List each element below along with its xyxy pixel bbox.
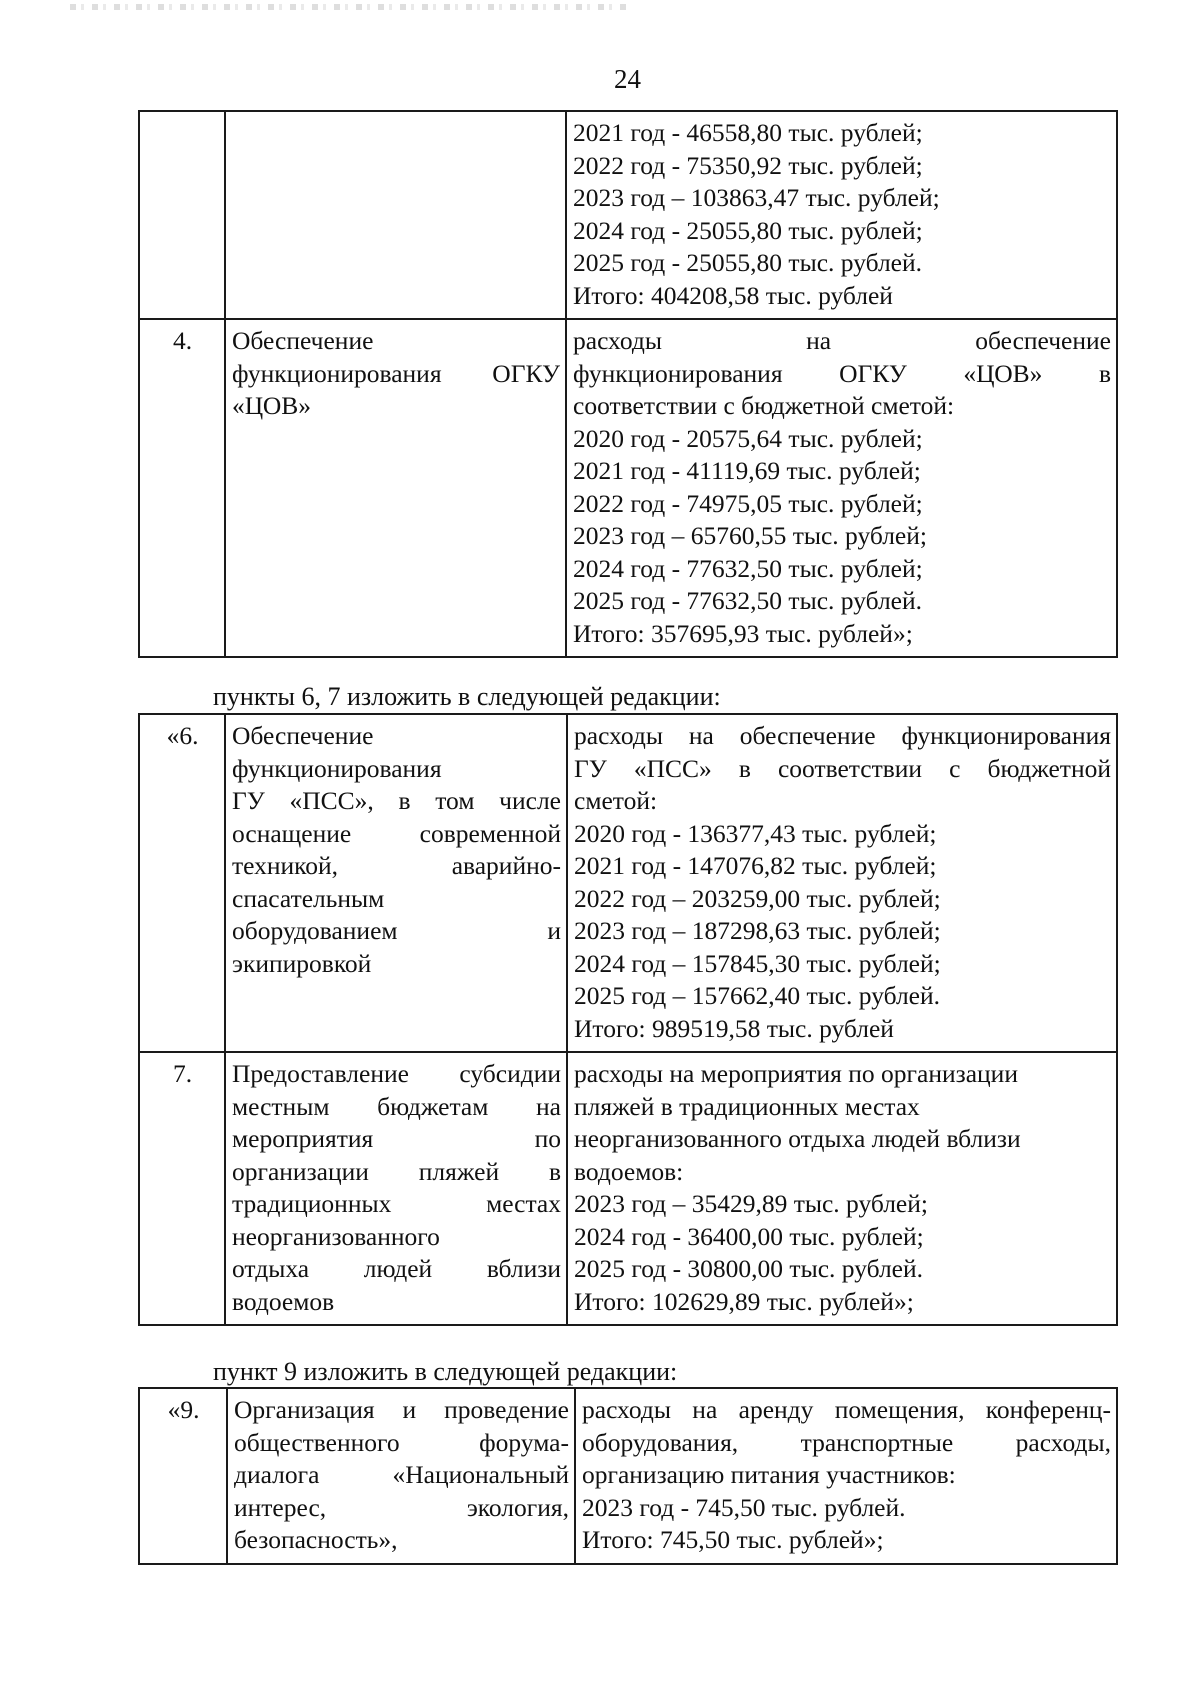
text-line: оборудованием и — [232, 916, 561, 945]
table-row — [139, 111, 1117, 319]
expense-description — [567, 1052, 1117, 1325]
text-line: расходы на аренду помещения, конференц- — [582, 1395, 1111, 1424]
text-line: расходы на обеспечение — [573, 326, 1111, 355]
row-number: «9. — [139, 1388, 227, 1564]
text-line: оснащение современной — [232, 818, 561, 848]
row-number: 4. — [139, 319, 225, 657]
text-line: 2024 год – 157845,30 тыс. рублей; — [574, 948, 941, 978]
measure-name — [225, 319, 566, 657]
table-row — [139, 1388, 1117, 1564]
text-line: 2025 год - 30800,00 тыс. рублей. — [574, 1254, 924, 1283]
expense-description — [567, 714, 1117, 1052]
text-line: экипировкой — [232, 948, 372, 978]
text-line: 2023 год – 187298,63 тыс. рублей; — [574, 916, 941, 945]
text-line: водоемов — [232, 1286, 335, 1316]
text-line: 2023 год - 745,50 тыс. рублей. — [582, 1492, 906, 1522]
text-line: Обеспечение — [232, 721, 374, 750]
text-line: интерес, экология, — [234, 1492, 569, 1522]
amendment-note: пункт 9 изложить в следующей редакции: — [213, 1357, 678, 1386]
text-line: функционирования ОГКУ — [232, 358, 560, 388]
text-line: 2023 год – 103863,47 тыс. рублей; — [573, 183, 940, 212]
text-line: 2020 год - 136377,43 тыс. рублей; — [574, 818, 937, 848]
text-line: 2023 год – 65760,55 тыс. рублей; — [573, 521, 927, 550]
text-line: 2022 год – 203259,00 тыс. рублей; — [574, 883, 941, 913]
text-line: пляжей в традиционных местах — [574, 1091, 920, 1121]
text-line: Итого: 989519,58 тыс. рублей — [574, 1013, 894, 1043]
row-number — [139, 111, 225, 319]
text-line: 2021 год - 147076,82 тыс. рублей; — [574, 851, 937, 880]
text-line: 2020 год - 20575,64 тыс. рублей; — [573, 423, 923, 453]
text-line: Организация и проведение — [234, 1395, 569, 1424]
text-line: 2022 год - 75350,92 тыс. рублей; — [573, 150, 923, 180]
text-line: безопасность», — [234, 1525, 398, 1554]
expense-description — [566, 319, 1117, 657]
text-line: 2021 год - 46558,80 тыс. рублей; — [573, 118, 923, 147]
text-line: общественного форума- — [234, 1427, 569, 1457]
amendment-note: пункты 6, 7 изложить в следующей редакции: — [213, 682, 721, 711]
text-line: 2024 год - 77632,50 тыс. рублей; — [573, 553, 923, 583]
text-line: оборудования, транспортные расходы, — [582, 1427, 1111, 1457]
measure-name — [227, 1388, 575, 1564]
table-row — [139, 319, 1117, 657]
text-line: местным бюджетам на — [232, 1091, 561, 1121]
row-number: «6. — [139, 714, 225, 1052]
text-line: организации пляжей в — [232, 1156, 561, 1186]
text-line: сметой: — [574, 786, 658, 815]
expenses-table-3 — [138, 1387, 1118, 1565]
text-line: мероприятия по — [232, 1124, 561, 1153]
expense-description — [575, 1388, 1117, 1564]
text-line: 2021 год - 41119,69 тыс. рублей; — [573, 456, 921, 485]
text-line: ГУ «ПСС» в соответствии с бюджетной — [574, 753, 1111, 783]
text-line: Обеспечение — [232, 326, 374, 355]
text-line: «ЦОВ» — [232, 391, 312, 420]
text-line: Предоставление субсидии — [232, 1059, 561, 1088]
text-line: техникой, аварийно- — [232, 851, 561, 880]
text-line: организацию питания участников: — [582, 1460, 956, 1489]
expenses-table-2 — [138, 713, 1118, 1326]
text-line: 2022 год - 74975,05 тыс. рублей; — [573, 488, 923, 518]
text-line: расходы на мероприятия по организации — [574, 1059, 1018, 1088]
measure-name — [225, 111, 566, 319]
page-number: 24 — [614, 64, 641, 94]
text-line: ГУ «ПСС», в том числе — [232, 786, 561, 815]
text-line: 2024 год - 36400,00 тыс. рублей; — [574, 1221, 924, 1251]
expense-description — [566, 111, 1117, 319]
text-line: расходы на обеспечение функционирования — [574, 721, 1111, 750]
text-line: Итого: 357695,93 тыс. рублей»; — [573, 618, 913, 648]
text-line: 2025 год – 157662,40 тыс. рублей. — [574, 981, 941, 1010]
text-line: неорганизованного — [232, 1221, 440, 1251]
text-line: водоемов: — [574, 1156, 684, 1186]
text-line: Итого: 745,50 тыс. рублей»; — [582, 1525, 884, 1554]
text-line: отдыха людей вблизи — [232, 1254, 561, 1283]
text-line: соответствии с бюджетной сметой: — [573, 391, 955, 420]
text-line: 2023 год – 35429,89 тыс. рублей; — [574, 1189, 928, 1218]
text-line: неорганизованного отдыха людей вблизи — [574, 1124, 1021, 1153]
text-line: спасательным — [232, 883, 385, 913]
text-line: функционирования ОГКУ «ЦОВ» в — [573, 358, 1111, 388]
text-line: функционирования — [232, 753, 442, 783]
table-row — [139, 1052, 1117, 1325]
text-line: Итого: 102629,89 тыс. рублей»; — [574, 1286, 914, 1316]
table-row — [139, 714, 1117, 1052]
scan-artifact — [70, 4, 630, 10]
measure-name — [225, 714, 567, 1052]
measure-name — [225, 1052, 567, 1325]
text-line: 2025 год - 77632,50 тыс. рублей. — [573, 586, 923, 615]
text-line: 2024 год - 25055,80 тыс. рублей; — [573, 215, 923, 245]
row-number: 7. — [139, 1052, 225, 1325]
text-line: традиционных местах — [232, 1189, 561, 1218]
text-line: диалога «Национальный — [234, 1460, 569, 1489]
text-line: Итого: 404208,58 тыс. рублей — [573, 280, 893, 310]
expenses-table-1 — [138, 110, 1118, 658]
text-line: 2025 год - 25055,80 тыс. рублей. — [573, 248, 923, 277]
